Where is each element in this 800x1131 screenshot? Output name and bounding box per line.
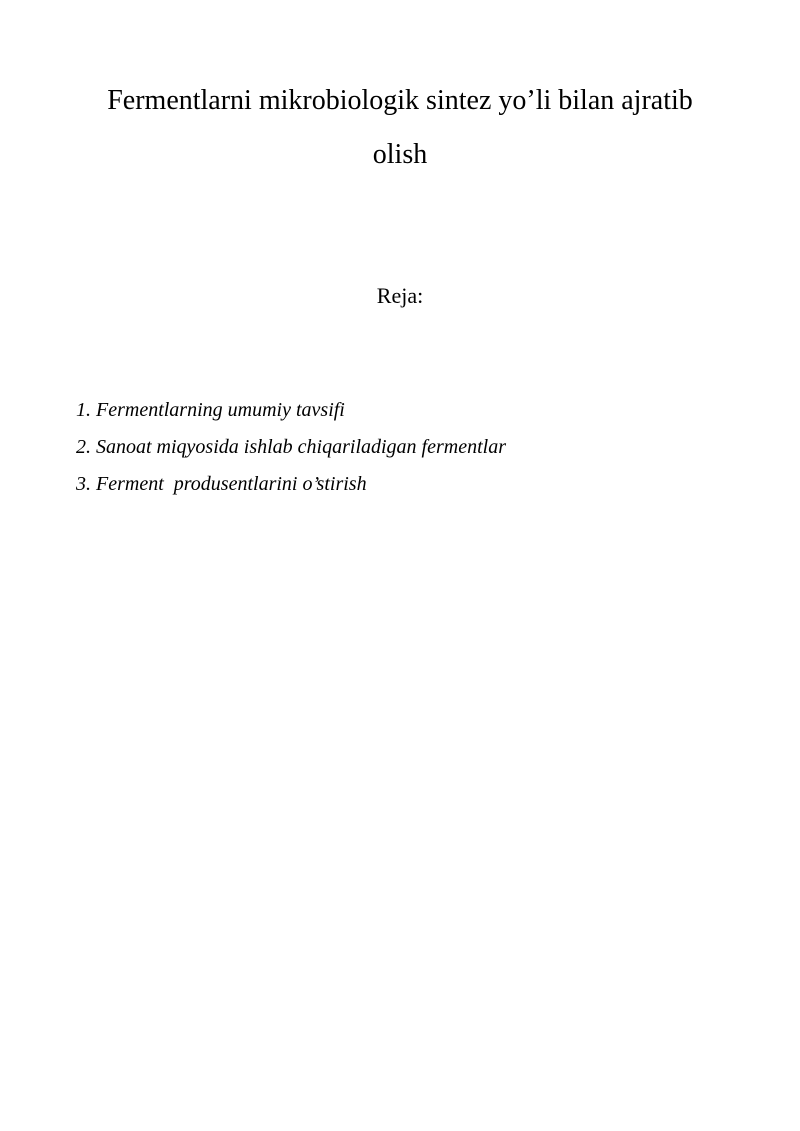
plan-item: 3. Ferment produsentlarini o’stirish xyxy=(76,473,367,495)
document-title xyxy=(60,74,740,182)
plan-item: 1. Fermentlarning umumiy tavsifi xyxy=(76,399,345,421)
title-line-2: olish xyxy=(372,139,428,170)
title-line-1: Fermentlarni mikrobiologik sintez yo’li bilan ajratib xyxy=(107,85,693,116)
plan-heading: Reja: xyxy=(376,283,424,308)
plan-list xyxy=(76,392,756,503)
plan-item: 2. Sanoat miqyosida ishlab chiqariladigan fermentlar xyxy=(76,436,506,458)
